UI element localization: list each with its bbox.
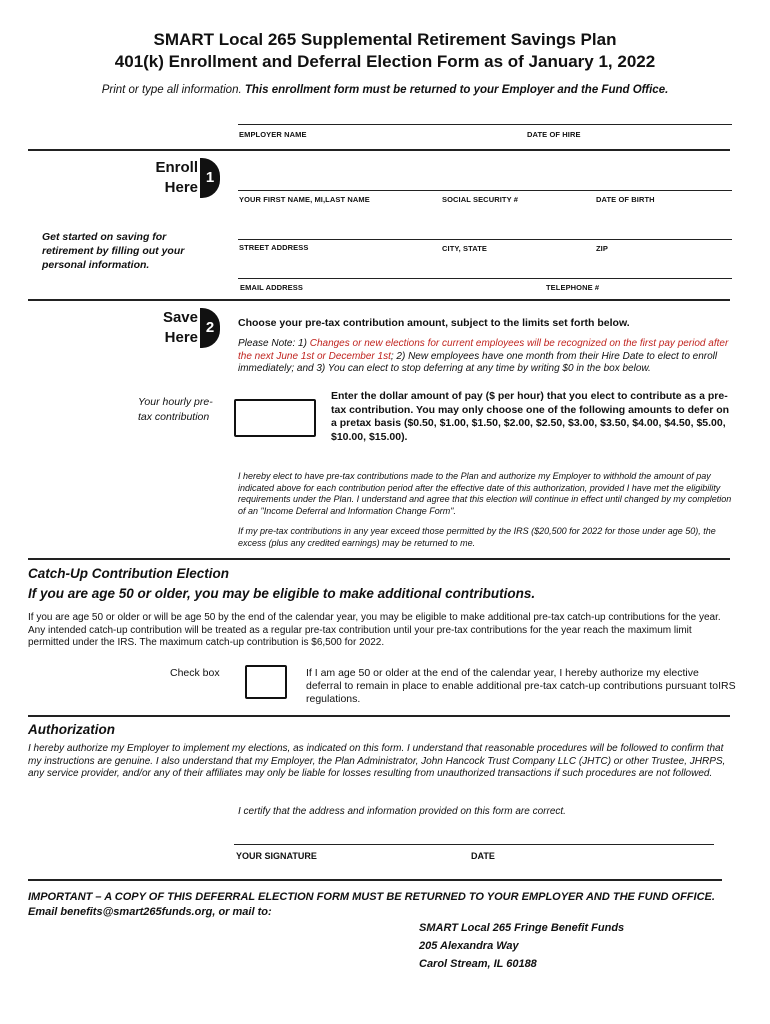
here-word: Here: [164, 179, 198, 196]
here-word-2: Here: [164, 329, 198, 346]
telephone-label: TELEPHONE #: [546, 283, 600, 292]
employer-input-line[interactable]: [238, 124, 732, 125]
section-divider: [28, 715, 730, 717]
irs-limit-text: If my pre-tax contributions in any year exceed those permitted by the IRS ($20,500 for 2022 for those under age 50), the excess (plus any credited earnings) may be returned to me.: [238, 526, 716, 548]
city-state-label: CITY, STATE: [442, 244, 487, 253]
note-prefix: Please Note: 1): [238, 338, 310, 349]
mailing-address: [419, 919, 624, 973]
save-word: Save: [162, 309, 198, 326]
save-heading: Choose your pre-tax contribution amount, subject to the limits set forth below.: [238, 317, 630, 329]
dob-label: DATE OF BIRTH: [596, 195, 655, 204]
step-number-2: 2: [200, 308, 220, 348]
employer-name-label: EMPLOYER NAME: [239, 130, 307, 139]
note-rest: ; 2) New employees have one month from their Hire Date to elect to enroll immediately; and 3) You can elect to stop deferring at any time by writing $0 in the box below.: [238, 350, 718, 374]
enroll-word: Enroll: [155, 159, 198, 176]
date-of-hire-label: DATE OF HIRE: [527, 130, 581, 139]
note-red-text: Changes or new elections for current employees will be recognized on the first pay period after the next June 1st or December 1st: [238, 338, 729, 362]
catchup-subtitle: If you are age 50 or older, you may be eligible to make additional contributions.: [28, 586, 536, 601]
catchup-check-text: If I am age 50 or older at the end of the calendar year, I hereby authorize my elective deferral to remain in place to enable additional pre-tax catch-up contributions pursuant toIRS regulations.: [306, 667, 736, 705]
signature-label: YOUR SIGNATURE: [236, 851, 317, 861]
enroll-here-badge: [150, 158, 222, 202]
intro-bold: This enrollment form must be returned to your Employer and the Fund Office.: [244, 84, 669, 96]
form-title-line2: 401(k) Enrollment and Deferral Election Form as of January 1, 2022: [114, 52, 656, 71]
signature-input-line[interactable]: [234, 844, 714, 845]
signature-date-label: DATE: [471, 851, 495, 861]
street-address-label: STREET ADDRESS: [239, 243, 309, 252]
name-input-line[interactable]: [238, 190, 732, 191]
catchup-checkbox[interactable]: [245, 665, 287, 699]
address-line-1: SMART Local 265 Fringe Benefit Funds: [419, 922, 625, 934]
certify-text: I certify that the address and information provided on this form are correct.: [238, 806, 566, 817]
catchup-body: If you are age 50 or older or will be age 50 by the end of the calendar year, you may be eligible to make additional pre-tax catch-up contributions for the year. Any intended catch-up contribution will be treated as a regular pre-tax contribution until your pre-tax contributions for the year reach the maximum limit permitted under the IRS. The maximum catch-up contribution is $6,500 for 2022.: [28, 612, 721, 648]
intro-text: [0, 84, 770, 96]
contribution-instruction: Enter the dollar amount of pay ($ per hour) that you elect to contribute as a pre-tax contribution. You may only choose one of the following amounts to defer on a pretax basis ($0.50, $1.00, $1.50, $2.00, $2.50, $3.00, $3.50, $4.00, $4.50, $5.00, $10.00, $15.00).: [331, 390, 730, 443]
save-side-text: Your hourly pre-tax contribution: [138, 396, 213, 423]
address-line-3: Carol Stream, IL 60188: [419, 958, 537, 970]
save-note: [238, 338, 738, 376]
email-label: EMAIL ADDRESS: [240, 283, 303, 292]
section-divider: [28, 879, 722, 881]
enroll-side-text: Get started on saving for retirement by filling out your personal information.: [42, 231, 185, 271]
save-here-badge: [150, 308, 222, 352]
contribution-amount-input[interactable]: [234, 399, 316, 437]
authorization-title: Authorization: [28, 722, 115, 737]
form-title-line1: SMART Local 265 Supplemental Retirement Savings Plan: [153, 30, 617, 49]
catchup-title: Catch-Up Contribution Election: [28, 566, 229, 581]
intro-plain: Print or type all information.: [101, 84, 242, 96]
section-divider: [28, 149, 730, 151]
first-name-label: YOUR FIRST NAME, MI,LAST NAME: [239, 195, 370, 204]
step-number-1: 1: [200, 158, 220, 198]
email-input-line[interactable]: [238, 278, 732, 279]
address-input-line[interactable]: [238, 239, 732, 240]
zip-label: ZIP: [596, 244, 608, 253]
check-box-label: Check box: [170, 667, 220, 679]
section-divider: [28, 558, 730, 560]
election-text: I hereby elect to have pre-tax contributions made to the Plan and authorize my Employer to withhold the amount of pay indicated above for each contribution period after the effective date of this authorization, provided I have met the eligibility requirements under the Plan. I understand and agree that this election will continue in effect until changed by my completion of an "Income Deferral and Information Change Form".: [238, 471, 732, 516]
ssn-label: SOCIAL SECURITY #: [442, 195, 519, 204]
address-line-2: 205 Alexandra Way: [419, 940, 519, 952]
authorization-body: I hereby authorize my Employer to implement my elections, as indicated on this form. I understand that reasonable procedures will be followed to confirm that my instructions are genuine. I also understand that my Employer, the Plan Administrator, John Hancock Trust Company LLC (JHTC) or other Trustee, JHRPS, any service provider, and/or any of their affiliates may only be liable for losses resulting from unauthorized transactions if such procedures are not followed.: [28, 743, 726, 779]
important-notice: IMPORTANT – A COPY OF THIS DEFERRAL ELECTION FORM MUST BE RETURNED TO YOUR EMPLOYER AND THE FUND OFFICE. Email benefits@smart265funds.org, or mail to:: [28, 891, 715, 918]
section-divider: [28, 299, 730, 301]
